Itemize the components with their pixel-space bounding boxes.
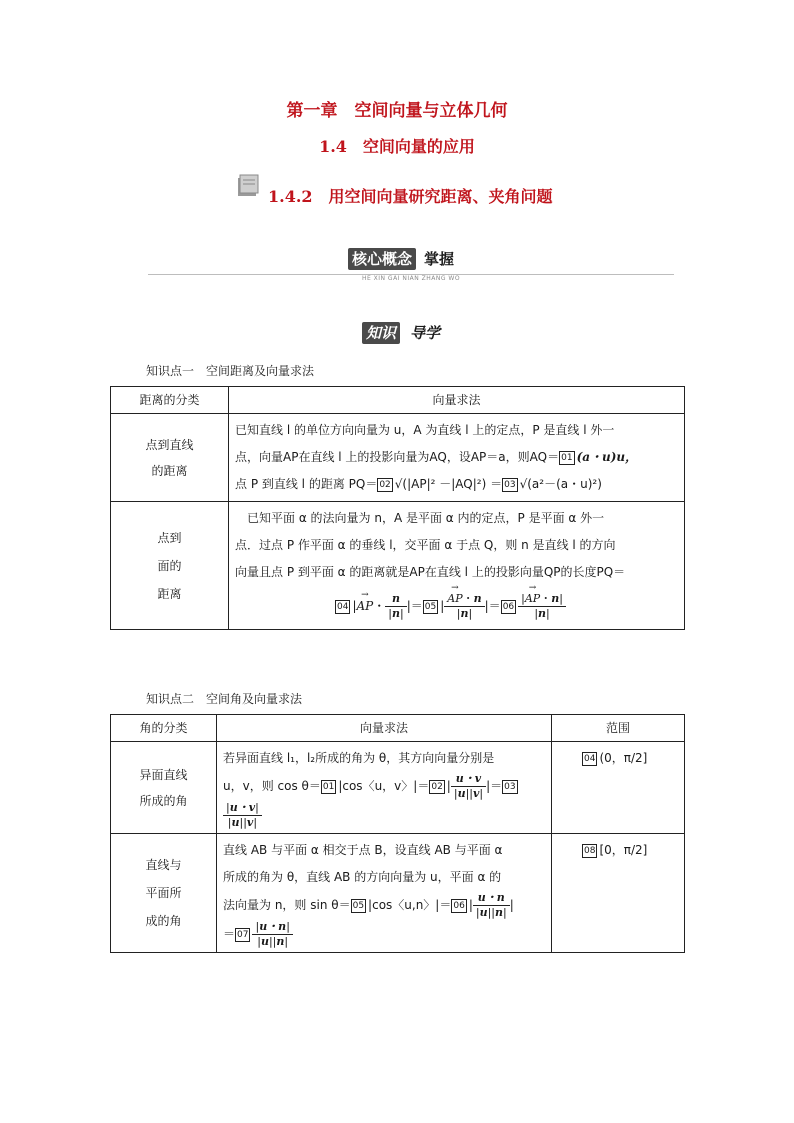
text-line: 点．过点 P 作平面 α 的垂线 l，交平面 α 于点 Q，则 n 是直线 l 的方向: [235, 538, 616, 552]
answer-box: 02: [431, 781, 443, 792]
label-line: 成的角: [145, 914, 182, 928]
range-line-plane: [552, 834, 685, 953]
kp1-title: 知识点一 空间距离及向量求法: [146, 364, 315, 378]
answer-box: 08: [584, 845, 596, 856]
text-line: 若异面直线 l₁，l₂所成的角为 θ，其方向向量分别是: [223, 751, 495, 765]
method-line-plane: [217, 834, 552, 953]
range-text: [0，π/2]: [599, 843, 648, 857]
label-line: 距离: [157, 586, 182, 601]
text-line: 点 P 到直线 l 的距离 PQ＝ 02 √(|AP|² －|AQ|²) ＝ 03 √(a²－(a・u)²): [235, 477, 602, 491]
answer-box: 01: [322, 781, 335, 792]
text-line: 所成的角为 θ，直线 AB 的方向向量为 u，平面 α 的: [223, 870, 502, 884]
guide-right-tag: 导学: [410, 324, 441, 342]
text-fragment: 点，向量AP在直线 l 上的投影向量为AQ，设AP＝a，则AQ＝: [235, 450, 560, 464]
row-label-point-plane: [111, 502, 229, 630]
answer-box: 06: [453, 900, 465, 911]
answer-text: (a・u)u，: [576, 450, 638, 464]
col-header-type: 距离的分类: [111, 387, 229, 414]
row-label-skew-lines: [111, 742, 217, 834]
label-line: 的距离: [151, 463, 188, 478]
range-text: (0，π/2]: [599, 751, 648, 765]
answer-box: 03: [504, 479, 516, 490]
row-label-line-plane: [111, 834, 217, 953]
text-line: u，v，则 cos θ＝ 01 |cos〈u，v〉|＝ 02 | $\frac{u・v}{|u||v|}$ |＝ 03: [223, 772, 516, 800]
distance-table: [110, 386, 685, 630]
formula-line: $\frac{|u・v|}{|u||v|}$: [223, 801, 545, 830]
formula-line: ＝ 07 $\frac{|u・n|}{|u||n|}$: [223, 920, 545, 949]
text-fragment: 法向量为 n，则 sin θ＝: [223, 898, 351, 912]
text-line: [235, 444, 678, 471]
formula-02: | $\frac{u・v}{|u||v|}$ |: [446, 772, 491, 800]
method-point-line: [229, 414, 685, 502]
range-skew-lines: [552, 742, 685, 834]
text-line: 法向量为 n，则 sin θ＝ 05 |cos〈u,n〉|＝ 06 | $\frac{u・n}{|u||n|}$ |: [223, 891, 514, 919]
table-row: [111, 502, 685, 630]
text-line: 已知平面 α 的法向量为 n，A 是平面 α 内的定点，P 是平面 α 外一: [235, 511, 605, 525]
label-line: 面的: [157, 558, 182, 573]
col-header-method: 向量求法: [229, 387, 685, 414]
table-row: [111, 414, 685, 502]
answer-box: 03: [504, 781, 516, 792]
label-line: 点到: [157, 530, 182, 545]
col-header-range: 范围: [552, 715, 685, 742]
answer-box: 06: [502, 601, 515, 612]
label-line: 平面所: [145, 886, 182, 900]
book-icon: [234, 172, 262, 200]
text-fragment: u，v，则 cos θ＝: [223, 779, 321, 793]
row-label-point-line: [111, 414, 229, 502]
core-concept-banner: [148, 248, 674, 282]
formula-05: | → $\frac{AP・n}{|n|}$ |: [440, 599, 488, 613]
answer-box: 01: [561, 452, 573, 463]
text-fragment: 点 P 到直线 l 的距离 PQ＝: [235, 477, 378, 491]
kp2-title: 知识点二 空间角及向量求法: [146, 692, 303, 706]
banner-right-tag: 掌握: [424, 250, 455, 268]
chapter-title: 第一章 空间向量与立体几何: [286, 101, 508, 121]
banner-pinyin: HE XIN GAI NIAN ZHANG WO: [361, 275, 461, 282]
col-header-type: 角的分类: [111, 715, 217, 742]
answer-box: 04: [584, 753, 596, 764]
formula-06: | $\frac{u・n}{|u||n|}$ |: [468, 891, 514, 919]
answer-box: 02: [379, 479, 391, 490]
table-row: [111, 834, 685, 953]
text-line: 已知直线 l 的单位方向向量为 u，A 为直线 l 上的定点，P 是直线 l 外一: [235, 423, 615, 437]
col-header-method: 向量求法: [217, 715, 552, 742]
formula-line: 04 |→ AP・ $\frac{n}{|n|}$ |＝ 05 | → $\frac{AP・n}{|n|}$ |＝ 06 $\frac{|\to AP・n|}{|n|}$: [235, 586, 678, 626]
label-line: 所成的角: [139, 793, 188, 808]
label-line: 直线与: [145, 858, 182, 872]
answer-text: |cos〈u，v〉|: [338, 779, 418, 793]
formula-04: |→ AP・ $\frac{n}{|n|}$ |: [352, 599, 410, 613]
subsection-title: 1.4.2 用空间向量研究距离、夹角问题: [268, 187, 553, 206]
section-title: 1.4 空间向量的应用: [319, 137, 475, 156]
answer-box: 05: [352, 900, 365, 911]
formula-06: $\frac{|\to AP・n|}{|n|}$: [518, 599, 566, 613]
answer-text: √(a²－(a・u)²): [519, 477, 602, 491]
method-skew-lines: [217, 742, 552, 834]
label-line: 点到直线: [145, 437, 194, 452]
answer-text: √(|AP|² －|AQ|²): [394, 477, 487, 491]
answer-box: 04: [337, 601, 349, 612]
answer-box: 07: [237, 929, 249, 940]
answer-box: 05: [424, 601, 437, 612]
label-line: 异面直线: [139, 767, 188, 782]
table-row: [111, 742, 685, 834]
banner-left-tag: 核心概念: [348, 248, 416, 270]
angle-table: [110, 714, 685, 953]
text-line: 直线 AB 与平面 α 相交于点 B，设直线 AB 与平面 α: [223, 843, 503, 857]
guide-banner: [0, 322, 794, 348]
answer-text: |cos〈u,n〉|: [368, 898, 440, 912]
guide-left-tag: 知识: [362, 322, 400, 344]
method-point-plane: [229, 502, 685, 630]
text-line: 向量且点 P 到平面 α 的距离就是AP在直线 l 上的投影向量QP的长度PQ＝: [235, 565, 626, 579]
